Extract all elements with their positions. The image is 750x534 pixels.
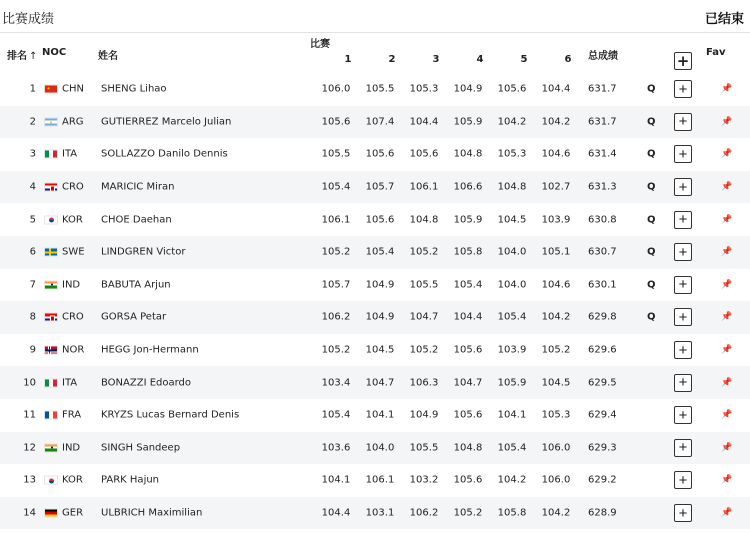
athlete-name[interactable]: BABUTA Arjun bbox=[101, 279, 171, 291]
rank-column-header[interactable]: 排名 ↑ bbox=[7, 51, 38, 62]
pin-icon[interactable]: 📌 bbox=[721, 214, 733, 225]
india-flag-icon bbox=[44, 443, 58, 452]
series-3-score: 105.6 bbox=[409, 148, 439, 160]
table-row bbox=[0, 171, 750, 204]
series-2-score: 104.5 bbox=[365, 344, 395, 356]
pin-icon[interactable]: 📌 bbox=[721, 247, 733, 258]
series-6-score: 104.5 bbox=[541, 377, 571, 389]
athlete-name[interactable]: SINGH Sandeep bbox=[101, 442, 181, 454]
pin-icon[interactable]: 📌 bbox=[721, 377, 733, 388]
china-flag-icon bbox=[44, 85, 58, 94]
india-flag-icon bbox=[44, 280, 58, 289]
series-6-score: 105.1 bbox=[541, 246, 571, 258]
noc-cell: IND bbox=[62, 442, 81, 454]
korea-flag-icon bbox=[44, 476, 58, 485]
athlete-name[interactable]: MARICIC Miran bbox=[101, 181, 175, 193]
qualified-badge: Q bbox=[647, 311, 656, 323]
pin-icon[interactable]: 📌 bbox=[721, 410, 733, 421]
table-row bbox=[0, 464, 750, 497]
qualified-badge: Q bbox=[647, 246, 656, 258]
name-column-header: 姓名 bbox=[98, 51, 118, 62]
noc-cell: NOR bbox=[62, 344, 85, 356]
series-4-score: 104.4 bbox=[453, 311, 483, 323]
athlete-name[interactable]: GUTIERREZ Marcelo Julian bbox=[101, 116, 232, 128]
series-6-score: 104.2 bbox=[541, 116, 571, 128]
qualified-badge: Q bbox=[647, 181, 656, 193]
series-4-score: 105.6 bbox=[453, 409, 483, 421]
athlete-name[interactable]: GORSA Petar bbox=[101, 311, 167, 323]
table-row bbox=[0, 399, 750, 432]
series-1-score: 105.5 bbox=[321, 148, 351, 160]
series-4-score: 105.9 bbox=[453, 214, 483, 226]
series-3-score: 105.2 bbox=[409, 344, 439, 356]
total-column-header: 总成绩 bbox=[588, 51, 618, 62]
series-1-score: 105.4 bbox=[321, 409, 351, 421]
rank-cell: 6 bbox=[29, 246, 36, 258]
rank-cell: 8 bbox=[29, 311, 36, 323]
noc-cell: FRA bbox=[62, 409, 82, 421]
series-4-score: 105.9 bbox=[453, 116, 483, 128]
athlete-name[interactable]: PARK Hajun bbox=[101, 474, 160, 486]
noc-cell: SWE bbox=[62, 246, 85, 258]
total-score: 628.9 bbox=[588, 507, 617, 519]
athlete-name[interactable]: BONAZZI Edoardo bbox=[101, 377, 192, 389]
series-3-score: 106.1 bbox=[409, 181, 439, 193]
series-2-score: 104.1 bbox=[365, 409, 395, 421]
series-5-score: 105.3 bbox=[497, 148, 527, 160]
total-score: 631.7 bbox=[588, 116, 617, 128]
series-3-score: 104.4 bbox=[409, 116, 439, 128]
pin-icon[interactable]: 📌 bbox=[721, 182, 733, 193]
series-1-score: 103.6 bbox=[321, 442, 351, 454]
pin-icon[interactable]: 📌 bbox=[721, 84, 733, 95]
noc-cell: KOR bbox=[62, 214, 83, 226]
table-row bbox=[0, 269, 750, 302]
series-2-score: 106.1 bbox=[365, 474, 395, 486]
series-3-score: 103.2 bbox=[409, 474, 439, 486]
table-row bbox=[0, 301, 750, 334]
series-5-score: 105.8 bbox=[497, 507, 527, 519]
athlete-name[interactable]: CHOE Daehan bbox=[101, 214, 172, 226]
event-status: 已结束 bbox=[704, 12, 744, 27]
athlete-name[interactable]: SOLLAZZO Danilo Dennis bbox=[101, 148, 228, 160]
series-2-header: 2 bbox=[388, 54, 396, 65]
series-5-score: 104.0 bbox=[497, 279, 527, 291]
series-1-score: 105.2 bbox=[321, 246, 351, 258]
results-table-body bbox=[0, 73, 750, 529]
series-1-score: 105.7 bbox=[321, 279, 351, 291]
total-score: 629.5 bbox=[588, 377, 617, 389]
rank-cell: 1 bbox=[29, 83, 36, 95]
add-to-compare-button[interactable]: + bbox=[674, 471, 692, 489]
total-score: 631.7 bbox=[588, 83, 617, 95]
series-2-score: 105.5 bbox=[365, 83, 395, 95]
total-score: 631.4 bbox=[588, 148, 617, 160]
noc-cell: KOR bbox=[62, 474, 83, 486]
series-1-score: 106.2 bbox=[321, 311, 351, 323]
series-1-score: 106.1 bbox=[321, 214, 351, 226]
noc-cell: GER bbox=[62, 507, 84, 519]
series-1-score: 104.4 bbox=[321, 507, 351, 519]
noc-cell: CRO bbox=[62, 311, 84, 323]
series-3-header: 3 bbox=[432, 54, 440, 65]
noc-cell: CRO bbox=[62, 181, 84, 193]
series-5-score: 105.4 bbox=[497, 442, 527, 454]
table-row bbox=[0, 236, 750, 269]
series-2-score: 107.4 bbox=[365, 116, 395, 128]
pin-icon[interactable]: 📌 bbox=[721, 508, 733, 519]
series-1-score: 104.1 bbox=[321, 474, 351, 486]
series-1-score: 106.0 bbox=[321, 83, 351, 95]
series-5-score: 104.2 bbox=[497, 116, 527, 128]
qualified-badge: Q bbox=[647, 148, 656, 160]
add-to-compare-button[interactable]: + bbox=[674, 243, 692, 261]
add-to-compare-button[interactable]: + bbox=[674, 145, 692, 163]
add-to-compare-button[interactable]: + bbox=[674, 374, 692, 392]
total-score: 630.7 bbox=[588, 246, 617, 258]
series-2-score: 104.9 bbox=[365, 311, 395, 323]
rank-cell: 9 bbox=[29, 344, 36, 356]
rank-cell: 12 bbox=[23, 442, 36, 454]
add-to-compare-button[interactable]: + bbox=[674, 113, 692, 131]
series-2-score: 105.4 bbox=[365, 246, 395, 258]
noc-cell: IND bbox=[62, 279, 81, 291]
noc-cell: ITA bbox=[62, 148, 78, 160]
arrow-up-icon: ↑ bbox=[29, 51, 38, 62]
add-to-compare-button[interactable]: + bbox=[674, 504, 692, 522]
series-4-score: 104.8 bbox=[453, 442, 483, 454]
add-to-compare-button[interactable]: + bbox=[674, 276, 692, 294]
add-to-compare-button[interactable]: + bbox=[674, 341, 692, 359]
series-3-score: 105.5 bbox=[409, 279, 439, 291]
table-row bbox=[0, 203, 750, 236]
series-4-header: 4 bbox=[476, 54, 484, 65]
total-score: 629.4 bbox=[588, 409, 617, 421]
series-5-score: 105.4 bbox=[497, 311, 527, 323]
rank-cell: 13 bbox=[23, 474, 36, 486]
series-1-header: 1 bbox=[344, 54, 352, 65]
qualified-badge: Q bbox=[647, 83, 656, 95]
croatia-flag-icon bbox=[44, 313, 58, 322]
pin-icon[interactable]: 📌 bbox=[721, 149, 733, 160]
athlete-name[interactable]: ULBRICH Maximilian bbox=[101, 507, 203, 519]
series-3-score: 106.3 bbox=[409, 377, 439, 389]
noc-column-header: NOC bbox=[42, 47, 67, 58]
series-2-score: 104.7 bbox=[365, 377, 395, 389]
table-row bbox=[0, 106, 750, 139]
total-score: 629.8 bbox=[588, 311, 617, 323]
total-score: 630.1 bbox=[588, 279, 617, 291]
series-5-score: 103.9 bbox=[497, 344, 527, 356]
series-4-score: 104.7 bbox=[453, 377, 483, 389]
qualified-badge: Q bbox=[647, 279, 656, 291]
series-6-score: 104.6 bbox=[541, 148, 571, 160]
series-4-score: 105.8 bbox=[453, 246, 483, 258]
page-title: 比赛成绩 bbox=[2, 12, 55, 27]
total-score: 631.3 bbox=[588, 181, 617, 193]
qualified-badge: Q bbox=[647, 214, 656, 226]
series-2-score: 105.6 bbox=[365, 214, 395, 226]
series-2-score: 105.7 bbox=[365, 181, 395, 193]
rank-cell: 10 bbox=[23, 377, 36, 389]
series-4-score: 106.6 bbox=[453, 181, 483, 193]
series-6-score: 104.6 bbox=[541, 279, 571, 291]
series-6-score: 106.0 bbox=[541, 442, 571, 454]
series-5-score: 104.1 bbox=[497, 409, 527, 421]
add-to-compare-button[interactable]: + bbox=[674, 80, 692, 98]
argentina-flag-icon bbox=[44, 117, 58, 126]
series-5-score: 105.6 bbox=[497, 83, 527, 95]
rank-cell: 7 bbox=[29, 279, 36, 291]
table-row bbox=[0, 497, 750, 530]
series-6-score: 103.9 bbox=[541, 214, 571, 226]
pin-icon[interactable]: 📌 bbox=[721, 475, 733, 486]
noc-cell: CHN bbox=[62, 83, 84, 95]
add-all-button[interactable]: + bbox=[674, 52, 692, 70]
table-header bbox=[0, 33, 750, 73]
series-6-score: 105.3 bbox=[541, 409, 571, 421]
athlete-name[interactable]: LINDGREN Victor bbox=[101, 246, 186, 258]
series-6-score: 104.2 bbox=[541, 311, 571, 323]
total-score: 629.6 bbox=[588, 344, 617, 356]
series-4-score: 104.8 bbox=[453, 148, 483, 160]
germany-flag-icon bbox=[44, 509, 58, 518]
series-5-score: 104.5 bbox=[497, 214, 527, 226]
series-2-score: 103.1 bbox=[365, 507, 395, 519]
series-5-score: 104.8 bbox=[497, 181, 527, 193]
norway-flag-icon bbox=[44, 346, 58, 355]
add-to-compare-button[interactable]: + bbox=[674, 211, 692, 229]
total-score: 629.3 bbox=[588, 442, 617, 454]
rank-cell: 2 bbox=[29, 116, 36, 128]
rank-cell: 4 bbox=[29, 181, 36, 193]
series-2-score: 105.6 bbox=[365, 148, 395, 160]
croatia-flag-icon bbox=[44, 183, 58, 192]
pin-icon[interactable]: 📌 bbox=[721, 345, 733, 356]
korea-flag-icon bbox=[44, 215, 58, 224]
results-header bbox=[0, 0, 750, 33]
series-column-header: 比赛 bbox=[310, 39, 330, 50]
table-row bbox=[0, 366, 750, 399]
series-4-score: 105.4 bbox=[453, 279, 483, 291]
rank-cell: 11 bbox=[23, 409, 36, 421]
series-5-score: 105.9 bbox=[497, 377, 527, 389]
france-flag-icon bbox=[44, 411, 58, 420]
fav-column-header: Fav bbox=[706, 47, 726, 58]
series-6-score: 102.7 bbox=[541, 181, 571, 193]
series-5-score: 104.2 bbox=[497, 474, 527, 486]
series-6-score: 105.2 bbox=[541, 344, 571, 356]
series-3-score: 105.5 bbox=[409, 442, 439, 454]
series-2-score: 104.9 bbox=[365, 279, 395, 291]
sweden-flag-icon bbox=[44, 248, 58, 257]
add-to-compare-button[interactable]: + bbox=[674, 308, 692, 326]
series-3-score: 105.2 bbox=[409, 246, 439, 258]
table-row bbox=[0, 138, 750, 171]
series-2-score: 104.0 bbox=[365, 442, 395, 454]
pin-icon[interactable]: 📌 bbox=[721, 442, 733, 453]
pin-icon[interactable]: 📌 bbox=[721, 279, 733, 290]
series-6-score: 104.2 bbox=[541, 507, 571, 519]
series-4-score: 105.6 bbox=[453, 474, 483, 486]
series-5-header: 5 bbox=[520, 54, 528, 65]
athlete-name[interactable]: SHENG Lihao bbox=[101, 83, 167, 95]
series-1-score: 105.4 bbox=[321, 181, 351, 193]
italy-flag-icon bbox=[44, 150, 58, 159]
italy-flag-icon bbox=[44, 378, 58, 387]
rank-cell: 5 bbox=[29, 214, 36, 226]
series-3-score: 104.8 bbox=[409, 214, 439, 226]
rank-cell: 14 bbox=[23, 507, 36, 519]
series-1-score: 105.2 bbox=[321, 344, 351, 356]
athlete-name[interactable]: KRYZS Lucas Bernard Denis bbox=[101, 409, 240, 421]
athlete-name[interactable]: HEGG Jon-Hermann bbox=[101, 344, 199, 356]
series-4-score: 105.2 bbox=[453, 507, 483, 519]
series-3-score: 106.2 bbox=[409, 507, 439, 519]
table-row bbox=[0, 73, 750, 106]
total-score: 630.8 bbox=[588, 214, 617, 226]
qualified-badge: Q bbox=[647, 116, 656, 128]
series-3-score: 105.3 bbox=[409, 83, 439, 95]
series-4-score: 104.9 bbox=[453, 83, 483, 95]
noc-cell: ARG bbox=[62, 116, 84, 128]
table-row bbox=[0, 432, 750, 465]
series-6-score: 106.0 bbox=[541, 474, 571, 486]
add-to-compare-button[interactable]: + bbox=[674, 406, 692, 424]
pin-icon[interactable]: 📌 bbox=[721, 116, 733, 127]
series-1-score: 105.6 bbox=[321, 116, 351, 128]
series-6-score: 104.4 bbox=[541, 83, 571, 95]
series-6-header: 6 bbox=[564, 54, 572, 65]
total-score: 629.2 bbox=[588, 474, 617, 486]
pin-icon[interactable]: 📌 bbox=[721, 312, 733, 323]
series-5-score: 104.0 bbox=[497, 246, 527, 258]
series-1-score: 103.4 bbox=[321, 377, 351, 389]
series-4-score: 105.6 bbox=[453, 344, 483, 356]
table-row bbox=[0, 334, 750, 367]
series-3-score: 104.7 bbox=[409, 311, 439, 323]
add-to-compare-button[interactable]: + bbox=[674, 439, 692, 457]
noc-cell: ITA bbox=[62, 377, 78, 389]
add-to-compare-button[interactable]: + bbox=[674, 178, 692, 196]
rank-cell: 3 bbox=[29, 148, 36, 160]
series-3-score: 104.9 bbox=[409, 409, 439, 421]
